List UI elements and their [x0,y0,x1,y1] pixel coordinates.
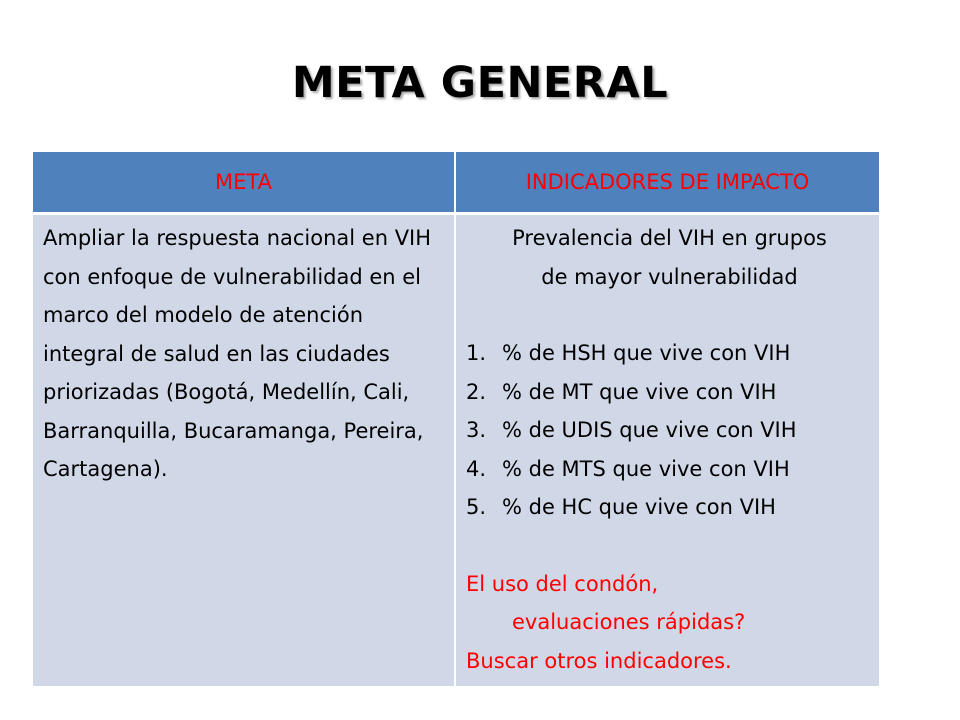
note-line2: evaluaciones rápidas? [512,610,746,634]
list-item-number: 3. [466,418,487,442]
header-indicadores: INDICADORES DE IMPACTO [455,152,879,214]
list-item-text: % de HSH que vive con VIH [502,341,791,365]
indicadores-cell [455,214,879,687]
meta-text: Ampliar la respuesta nacional en VIH con enfoque de vulnerabilidad en el marco del modelo de atención integral de salud en las ciudades priorizadas (Bogotá, Medellín, Cali, Barranquilla, Bucaramanga, Pereira, Cartagena). [43,226,432,481]
list-item-text: % de MTS que vive con VIH [502,456,790,481]
list-item [466,334,873,373]
table-header-row [33,152,879,214]
list-item-number: 5. [466,495,487,519]
list-item [466,411,873,450]
indicadores-intro-line2: de mayor vulnerabilidad [541,264,798,289]
list-item [466,450,873,489]
note-line3: Buscar otros indicadores. [466,648,732,673]
indicadores-list [466,334,873,527]
header-meta: META [33,152,455,214]
list-item-text: % de HC que vive con VIH [502,495,776,519]
list-item-text: % de UDIS que vive con VIH [502,418,797,442]
list-item [466,488,873,527]
slide-title: META GENERAL [291,58,669,108]
list-item-number: 2. [466,379,487,404]
list-item-number: 1. [466,341,487,365]
meta-table [33,152,879,686]
list-item-text: % de MT que vive con VIH [502,379,777,404]
list-item [466,373,873,412]
meta-cell [33,214,455,687]
note-line1: El uso del condón, [466,571,659,596]
list-item-number: 4. [466,456,487,481]
table-row [33,214,879,687]
indicadores-intro-line1: Prevalencia del VIH en grupos [512,226,827,250]
